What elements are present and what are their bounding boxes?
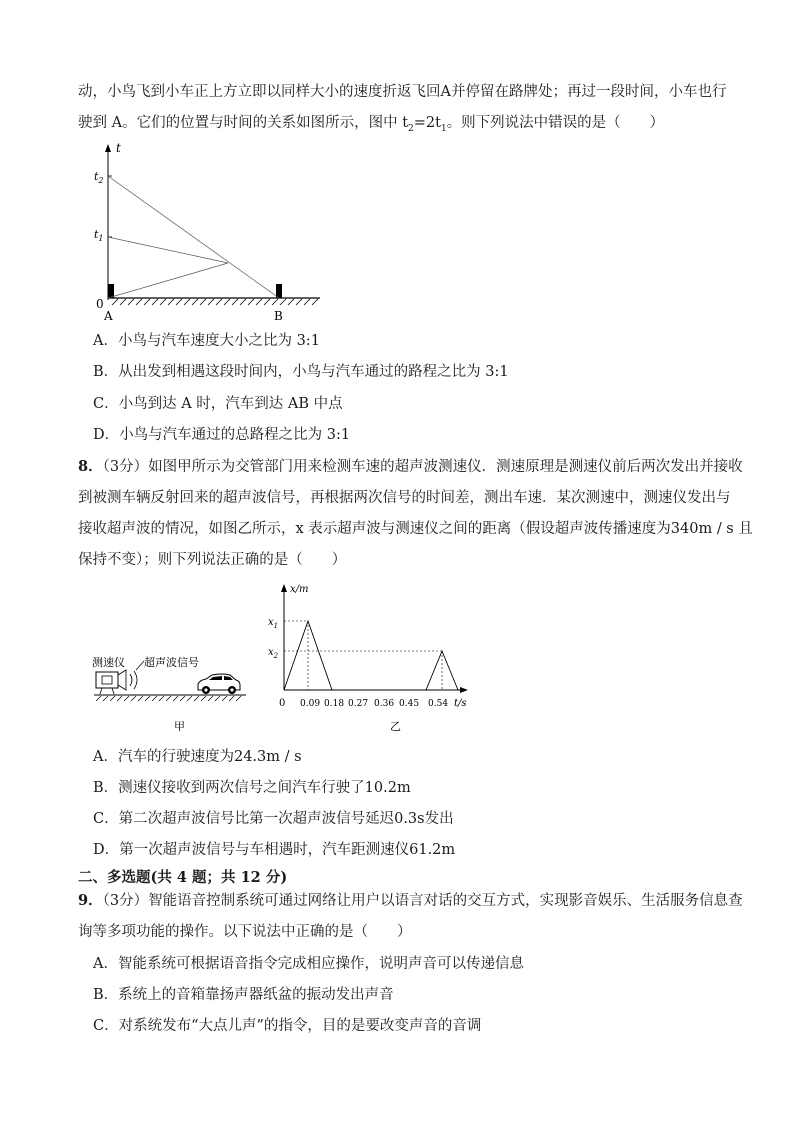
signal-label: 超声波信号 — [144, 656, 199, 669]
q9-text-line1: 9．（3分）智能语音控制系统可通过网络让用户以语言对话的交互方式，实现影音娱乐、生活服务信息查 — [78, 892, 743, 909]
q7-option-d[interactable]: D．小鸟与汽车通过的总路程之比为 3:1 — [93, 427, 351, 443]
q8-figure-jia — [92, 648, 252, 736]
q9-number: 9． — [78, 892, 103, 909]
caption-yi: 乙 — [390, 720, 401, 733]
q8-text-line1: 8．（3分）如图甲所示为交管部门用来检测车速的超声波测速仪．测速原理是测速仪前后两次发出并接收 — [78, 458, 743, 475]
tick-label: 0.18 — [324, 699, 345, 709]
tick-label: 0.27 — [348, 699, 369, 709]
caption-jia: 甲 — [174, 720, 185, 733]
t1-label: $t_1$ — [94, 228, 104, 243]
x1-label: $x_1$ — [268, 617, 279, 630]
x2-label: $x_2$ — [268, 647, 279, 660]
t-axis-arrow-icon — [460, 687, 468, 693]
sound-wave-icon — [130, 674, 132, 686]
tick-label: 0.09 — [300, 699, 321, 709]
q7-text-line2: 驶到 A。它们的位置与时间的关系如图所示，图中 $t_2=2t_1$。则下列说法中错误的是（ ） — [78, 115, 665, 134]
t2-label: $t_2$ — [94, 170, 104, 185]
y-axis-label: x/m — [290, 584, 309, 595]
signpost-a — [108, 284, 114, 298]
q9-option-c[interactable]: C．对系统发布“大点儿声”的指令，目的是要改变声音的音调 — [93, 1018, 482, 1034]
car-icon — [198, 674, 240, 694]
q7-position-time-figure — [88, 138, 328, 323]
first-signal-line — [284, 621, 332, 690]
tick-label: 0.36 — [374, 699, 395, 709]
x-axis-arrow-icon — [281, 584, 287, 592]
t-axis-label: t — [116, 141, 121, 155]
q9-option-a[interactable]: A．智能系统可根据语音指令完成相应操作，说明声音可以传递信息 — [93, 956, 524, 972]
speed-gun-icon — [96, 672, 118, 688]
q8-figure-yi — [262, 580, 482, 738]
q8-text-line3: 接收超声波的情况，如图乙所示，x 表示超声波与测速仪之间的距离（假设超声波传播速度为340m / s 且 — [78, 521, 753, 537]
tick-label: 0.54 — [428, 699, 449, 709]
q8-option-c[interactable]: C．第二次超声波信号比第一次超声波信号延迟0.3s发出 — [93, 811, 454, 827]
t-axis-label: t/s — [454, 698, 467, 709]
q8-number: 8． — [78, 458, 103, 475]
label-b: B — [274, 309, 283, 323]
q7-text-line1: 动，小鸟飞到小车正上方立即以同样大小的速度折返飞回A并停留在路牌处；再过一段时间，小车也行 — [78, 84, 727, 100]
q7-option-b[interactable]: B．从出发到相遇这段时间内，小鸟与汽车通过的路程之比为 3:1 — [93, 364, 509, 380]
origin-label: 0 — [96, 297, 104, 311]
device-label: 测速仪 — [92, 656, 125, 669]
signpost-b — [276, 284, 282, 298]
q8-text-line4: 保持不变）；则下列说法正确的是（ ） — [78, 552, 347, 568]
q7-option-c[interactable]: C．小鸟到达 A 时，汽车到达 AB 中点 — [93, 396, 343, 412]
q8-option-d[interactable]: D．第一次超声波信号与车相遇时，汽车距测速仪61.2m — [93, 842, 456, 858]
section-heading: 二、多选题(共 4 题；共 12 分) — [78, 869, 288, 886]
q8-option-b[interactable]: B．测速仪接收到两次信号之间汽车行驶了10.2m — [93, 780, 411, 796]
label-a: A — [104, 309, 113, 323]
motion-lines — [108, 176, 279, 298]
ground-hatch — [112, 299, 318, 305]
q7-option-a[interactable]: A．小鸟与汽车速度大小之比为 3:1 — [93, 333, 320, 349]
q8-text-line2: 到被测车辆反射回来的超声波信号，再根据两次信号的时间差，测出车速．某次测速中，测速仪发出与 — [78, 490, 731, 506]
yi-origin-label: 0 — [279, 698, 286, 709]
q9-option-b[interactable]: B．系统上的音箱靠扬声器纸盆的振动发出声音 — [93, 987, 394, 1003]
q8-option-a[interactable]: A．汽车的行驶速度为24.3m / s — [93, 749, 302, 765]
t-axis-arrow-icon — [105, 144, 111, 152]
t-axis-ticks — [300, 699, 448, 709]
q9-text-line2: 询等多项功能的操作。以下说法中正确的是（ ） — [78, 924, 412, 940]
tick-label: 0.45 — [399, 699, 420, 709]
